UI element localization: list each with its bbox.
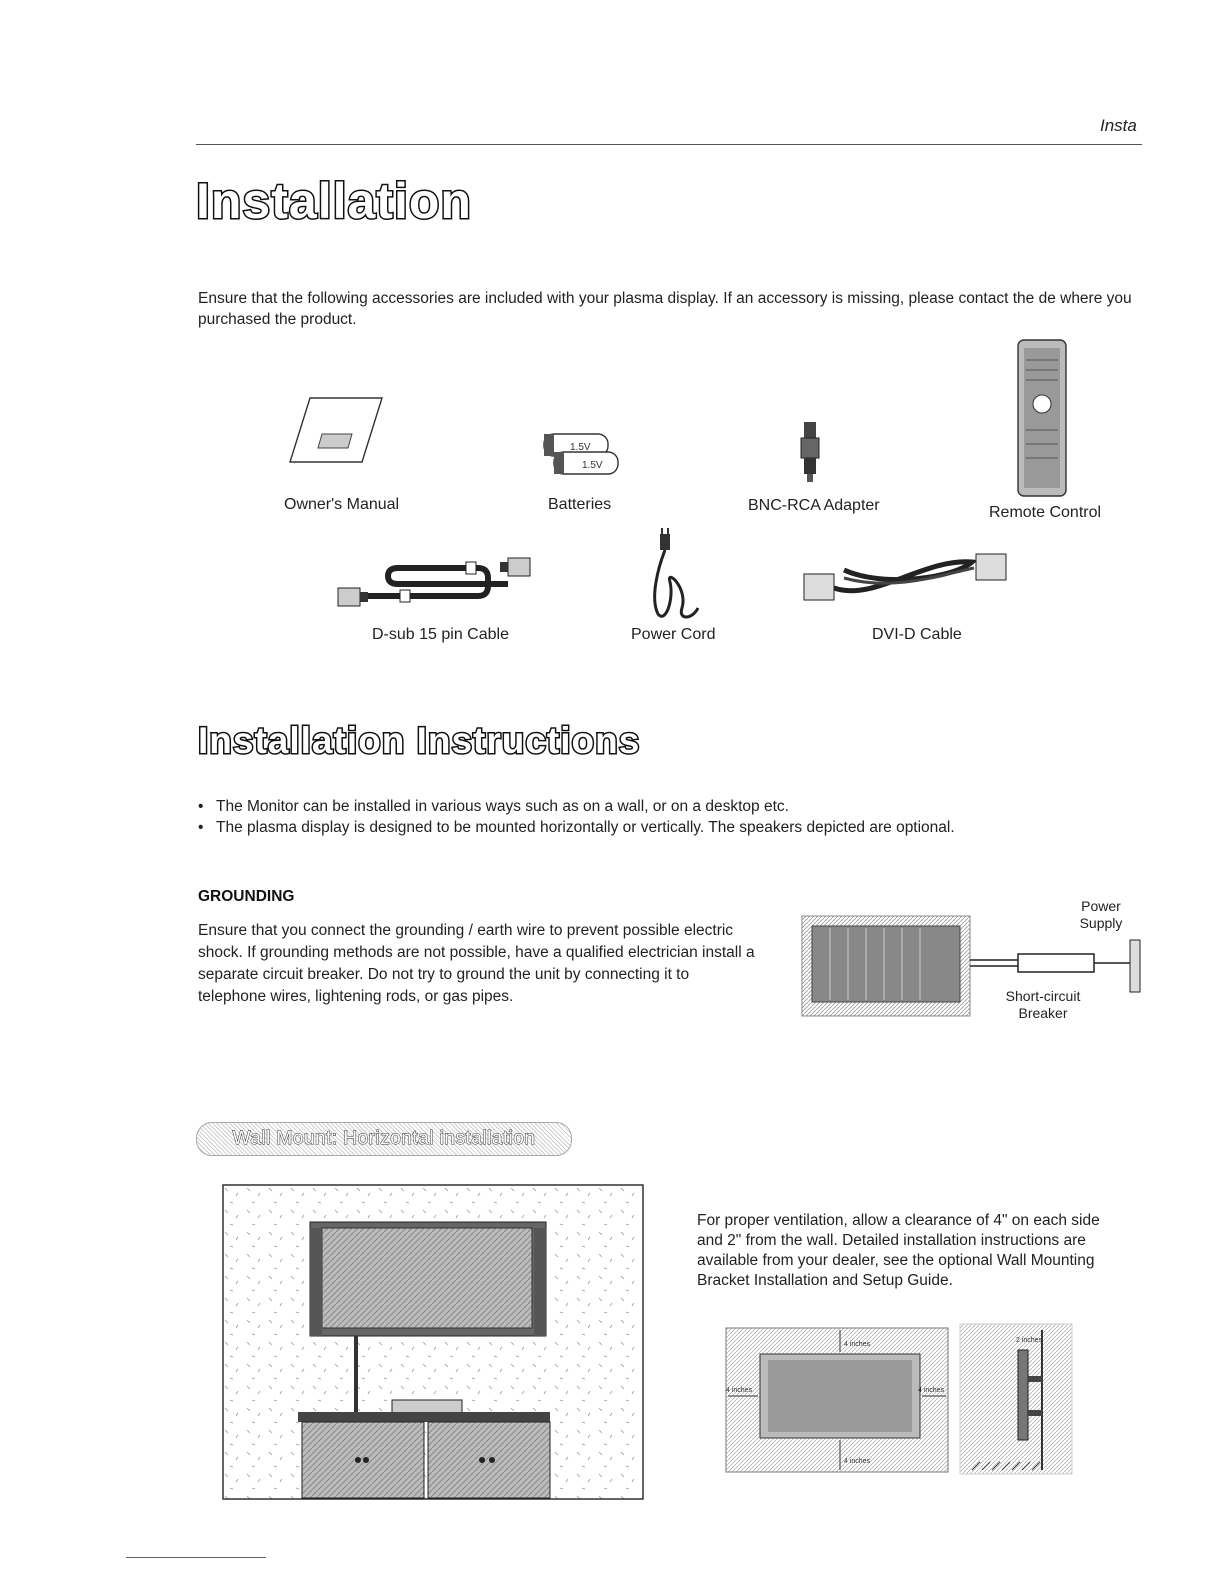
header-rule — [196, 144, 1142, 145]
dsub-cable-label: D-sub 15 pin Cable — [372, 626, 509, 643]
grounding-heading: GROUNDING — [198, 888, 295, 905]
running-header: Insta — [1100, 116, 1137, 135]
clearance-wall-label: 2 inches — [1016, 1337, 1043, 1344]
clearance-diagram — [712, 1320, 1074, 1480]
footer-link-rule — [126, 1557, 266, 1558]
power-supply-label — [1066, 898, 1136, 932]
page-title: Installation — [196, 173, 472, 229]
clearance-right-label: 4 inches — [918, 1387, 945, 1394]
intro-paragraph: Ensure that the following accessories are included with your plasma display. If an accessory is missing, please contact the de where you purchased the product. — [198, 290, 1132, 328]
dvid-cable-label: DVI-D Cable — [872, 626, 962, 643]
owners-manual-label: Owner's Manual — [284, 496, 400, 513]
clearance-top-label: 4 inches — [844, 1341, 871, 1348]
batteries-label: Batteries — [548, 496, 612, 513]
dvid-cable-image — [804, 548, 1010, 608]
instruction-list — [198, 796, 1158, 838]
batteries-image — [538, 432, 628, 480]
power-cord-image — [648, 528, 704, 622]
breaker-line1: Short-circuit — [1005, 988, 1081, 1004]
wall-mount-banner — [196, 1122, 572, 1156]
owners-manual-image — [288, 396, 384, 466]
power-supply-line1: Power — [1081, 898, 1121, 914]
clearance-bottom-label: 4 inches — [844, 1458, 871, 1465]
ventilation-paragraph: For proper ventilation, allow a clearance of 4" on each side and 2" from the wall. Detailed installation instructions are available from your dealer, see the optional Wall Mounting Bracket Installation and Setup Guide. — [697, 1212, 1100, 1289]
grounding-paragraph: Ensure that you connect the grounding / earth wire to prevent possible electric shock. If grounding methods are not possible, have a qualified electrician install a separate circuit breaker. Do not try to ground the unit by connecting it to telephone wires, lightening rods, or gas pipes. — [198, 922, 755, 1005]
clearance-left-label: 4 inches — [726, 1387, 753, 1394]
battery-voltage-label: 1.5V — [570, 442, 591, 453]
wall-mount-banner-text: Wall Mount: Horizontal installation — [232, 1128, 536, 1149]
breaker-label — [998, 988, 1088, 1022]
bnc-rca-adapter-image — [798, 422, 822, 482]
dsub-cable-image — [338, 550, 544, 614]
power-supply-line2: Supply — [1079, 915, 1123, 931]
remote-control-label: Remote Control — [989, 504, 1102, 521]
list-item: • The Monitor can be installed in various ways such as on a wall, or on a desktop etc. — [198, 796, 1158, 817]
remote-control-image — [1014, 340, 1070, 496]
power-cord-label: Power Cord — [631, 626, 716, 643]
breaker-line2: Breaker — [1018, 1005, 1068, 1021]
section-title: Installation Instructions — [198, 720, 641, 761]
list-item: • The plasma display is designed to be mounted horizontally or vertically. The speakers depicted are optional. — [198, 817, 1158, 838]
battery-voltage-label: 1.5V — [582, 460, 603, 471]
wall-mount-illustration — [222, 1184, 644, 1500]
bnc-rca-adapter-label: BNC-RCA Adapter — [748, 497, 880, 514]
